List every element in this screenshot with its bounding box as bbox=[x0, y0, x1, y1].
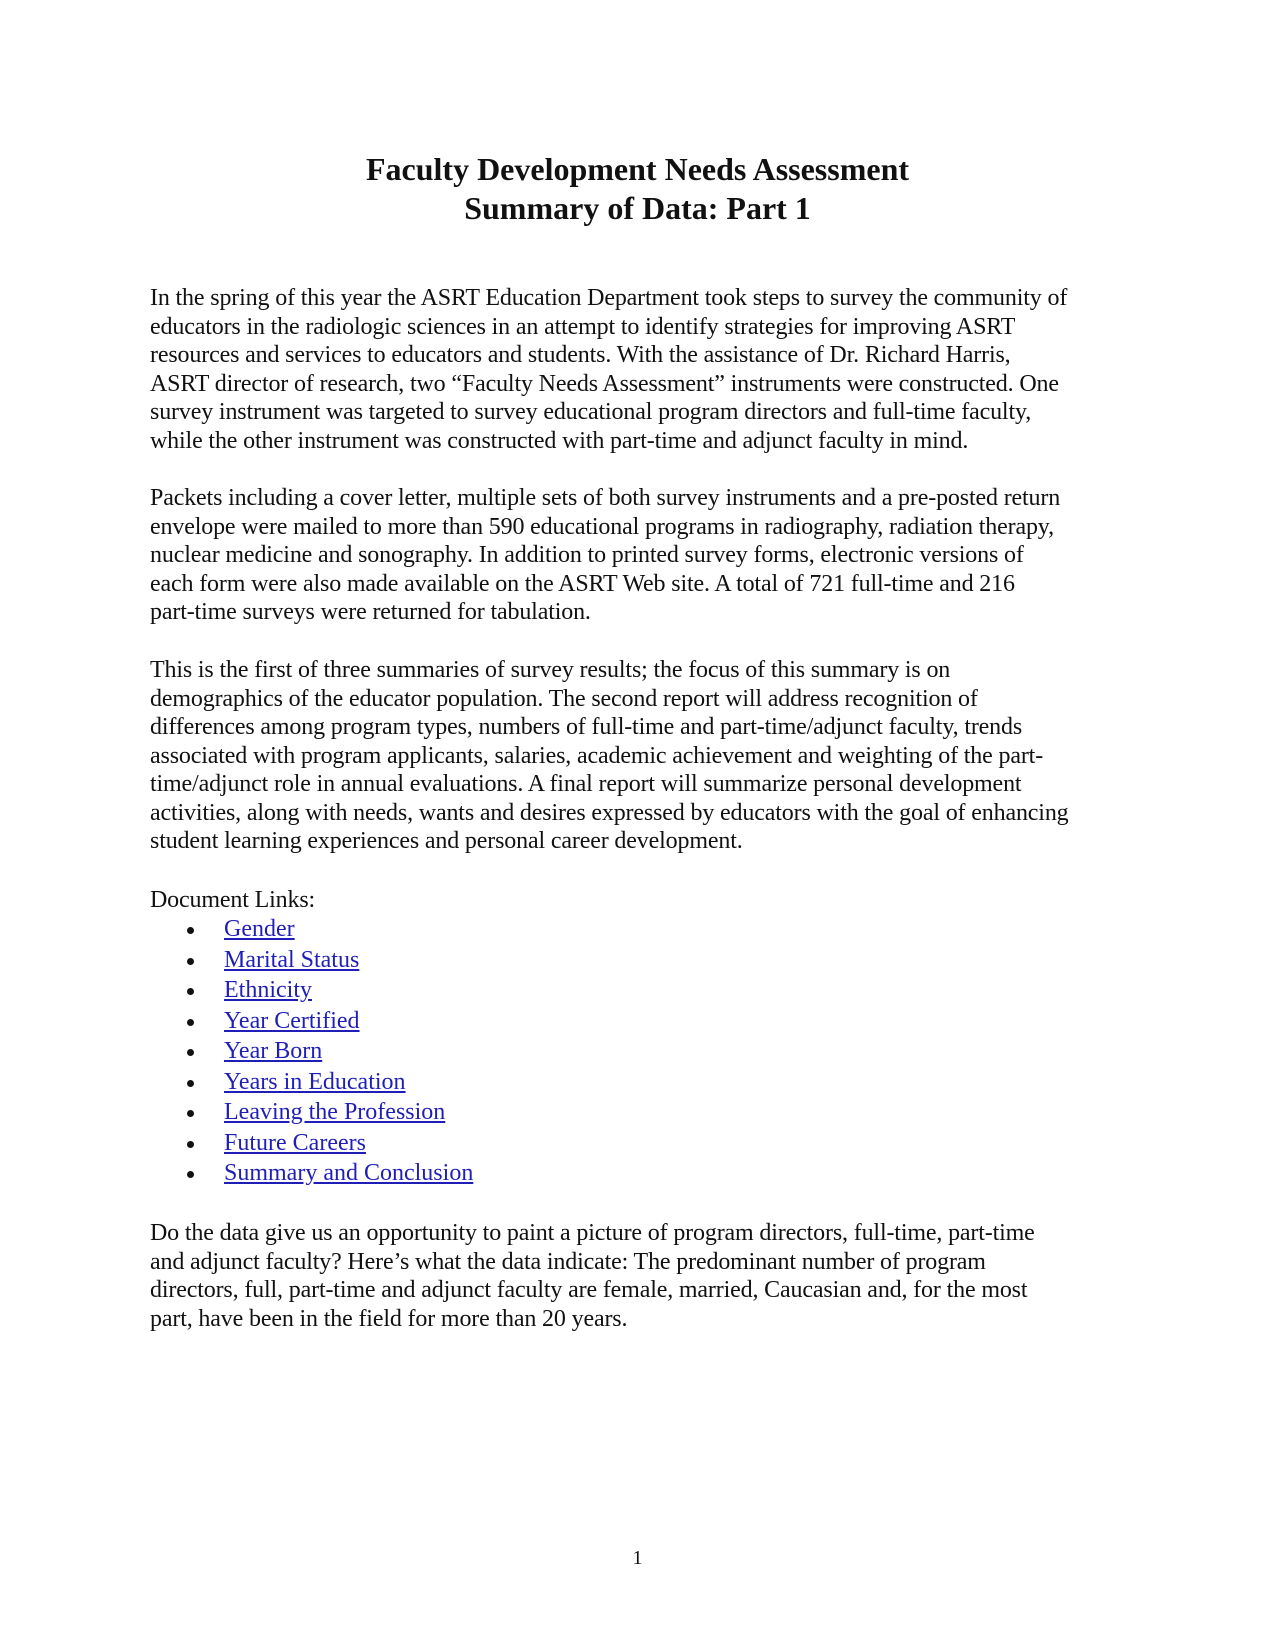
overview-paragraph bbox=[150, 656, 1140, 856]
bullet-icon bbox=[187, 1171, 194, 1178]
paragraph-line: activities, along with needs, wants and desires expressed by educators with the goal of enhancing bbox=[150, 799, 1069, 826]
link-gender[interactable]: Gender bbox=[224, 916, 295, 942]
paragraph-line: nuclear medicine and sonography. In addition to printed survey forms, electronic versions of bbox=[150, 542, 1024, 568]
list-item bbox=[150, 1067, 473, 1098]
paragraph-line: In the spring of this year the ASRT Education Department took steps to survey the community of bbox=[150, 285, 1068, 311]
conclusion-paragraph bbox=[150, 1219, 1140, 1333]
paragraph-line: time/adjunct role in annual evaluations. A final report will summarize personal development bbox=[150, 771, 1022, 797]
link-marital-status[interactable]: Marital Status bbox=[224, 946, 360, 973]
list-item bbox=[150, 1097, 473, 1128]
paragraph-line: while the other instrument was constructed with part-time and adjunct faculty in mind. bbox=[150, 427, 969, 454]
list-item bbox=[150, 975, 473, 1006]
paragraph-line: This is the first of three summaries of survey results; the focus of this summary is on bbox=[150, 657, 951, 683]
bullet-icon bbox=[187, 1019, 194, 1026]
document-title: Faculty Development Needs Assessment bbox=[365, 151, 910, 187]
paragraph-line: Do the data give us an opportunity to paint a picture of program directors, full-time, part-time bbox=[150, 1220, 1035, 1246]
paragraph-line: envelope were mailed to more than 590 educational programs in radiography, radiation therapy, bbox=[150, 513, 1054, 540]
document-subtitle: Summary of Data: Part 1 bbox=[464, 190, 811, 226]
paragraph-line: part-time surveys were returned for tabulation. bbox=[150, 599, 591, 625]
list-item bbox=[150, 1036, 473, 1067]
list-item bbox=[150, 945, 473, 976]
list-item bbox=[150, 1128, 473, 1159]
document-links-list bbox=[150, 914, 473, 1189]
paragraph-line: demographics of the educator population. The second report will address recognition of bbox=[150, 685, 978, 712]
link-year-certified[interactable]: Year Certified bbox=[224, 1007, 360, 1034]
paragraph-line: Packets including a cover letter, multiple sets of both survey instruments and a pre-posted return bbox=[150, 485, 1061, 511]
bullet-icon bbox=[187, 1080, 194, 1087]
list-item bbox=[150, 1006, 473, 1037]
bullet-icon bbox=[187, 927, 194, 934]
link-years-in-education[interactable]: Years in Education bbox=[224, 1068, 406, 1095]
page-number: 1 bbox=[632, 1547, 643, 1569]
paragraph-line: resources and services to educators and students. With the assistance of Dr. Richard Harris, bbox=[150, 342, 1011, 368]
link-summary-and-conclusion[interactable]: Summary and Conclusion bbox=[224, 1160, 474, 1186]
link-leaving-the-profession[interactable]: Leaving the Profession bbox=[224, 1099, 446, 1125]
bullet-icon bbox=[187, 1141, 194, 1148]
paragraph-line: survey instrument was targeted to survey educational program directors and full-time faculty, bbox=[150, 399, 1032, 425]
paragraph-line: ASRT director of research, two “Faculty Needs Assessment” instruments were constructed. One bbox=[150, 370, 1059, 397]
bullet-icon bbox=[187, 1049, 194, 1056]
list-item bbox=[150, 1158, 473, 1189]
paragraph-line: educators in the radiologic sciences in an attempt to identify strategies for improving ASRT bbox=[150, 313, 1016, 340]
paragraph-line: differences among program types, numbers of full-time and part-time/adjunct faculty, trends bbox=[150, 714, 1023, 740]
list-item bbox=[150, 914, 473, 945]
paragraph-line: and adjunct faculty? Here’s what the data indicate: The predominant number of program bbox=[150, 1248, 986, 1275]
link-ethnicity[interactable]: Ethnicity bbox=[224, 977, 312, 1003]
paragraph-line: each form were also made available on the ASRT Web site. A total of 721 full-time and 216 bbox=[150, 570, 1015, 597]
paragraph-line: associated with program applicants, salaries, academic achievement and weighting of the part- bbox=[150, 742, 1044, 769]
paragraph-line: student learning experiences and personal career development. bbox=[150, 828, 743, 854]
document-links-label: Document Links: bbox=[150, 887, 316, 913]
link-year-born[interactable]: Year Born bbox=[224, 1038, 323, 1064]
methods-paragraph bbox=[150, 484, 1140, 627]
bullet-icon bbox=[187, 988, 194, 995]
intro-paragraph bbox=[150, 284, 1140, 455]
paragraph-line: directors, full, part-time and adjunct faculty are female, married, Caucasian and, for the most bbox=[150, 1277, 1028, 1303]
bullet-icon bbox=[187, 1110, 194, 1117]
paragraph-line: part, have been in the field for more than 20 years. bbox=[150, 1305, 628, 1332]
link-future-careers[interactable]: Future Careers bbox=[224, 1129, 366, 1156]
bullet-icon bbox=[187, 958, 194, 965]
